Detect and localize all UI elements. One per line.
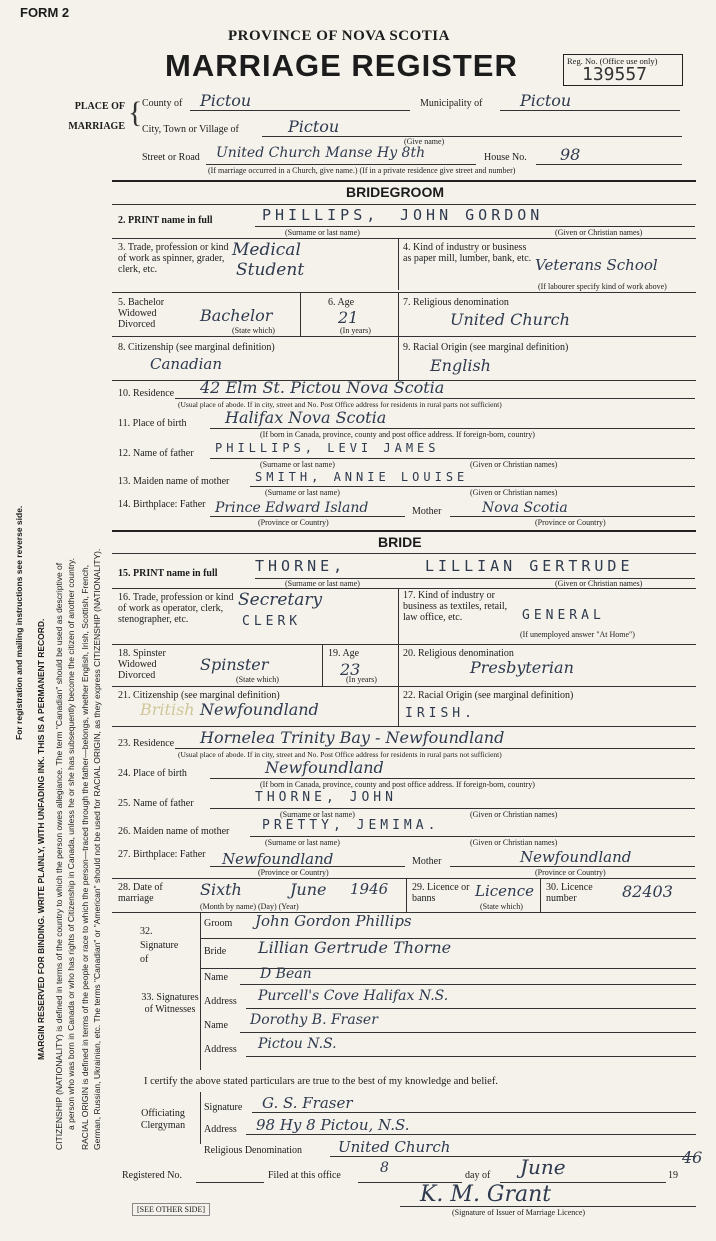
bride-status-label: 18. Spinster Widowed Divorced (118, 648, 166, 681)
bridegroom-heading: BRIDEGROOM (346, 184, 444, 200)
groom-father-birth-value: Prince Edward Island (215, 500, 369, 516)
licence-label: 29. Licence or banns (412, 882, 470, 904)
bride-age-value: 23 (340, 660, 361, 679)
groom-sig-label: Groom (204, 918, 233, 929)
groom-mother-value: SMITH, ANNIE LOUISE (255, 470, 469, 484)
bride-surname: THORNE, (255, 557, 347, 575)
bride-trade-value-1: Secretary (238, 590, 323, 610)
reg-no-value: 139557 (582, 64, 648, 85)
groom-trade-value-2: Student (236, 260, 305, 280)
filed-month: June (520, 1155, 566, 1179)
day-of-label: day of (465, 1170, 491, 1181)
groom-trade-value-1: Medical (232, 240, 301, 260)
bride-citizenship-value: Newfoundland (200, 700, 319, 719)
bride-industry-value: GENERAL (522, 608, 605, 623)
bride-mother-birth-label: Mother (412, 856, 442, 867)
bride-residence-label: 23. Residence (118, 738, 175, 749)
bride-sig-label: Bride (204, 946, 227, 957)
bride-citizenship-label: 21. Citizenship (see marginal definition) (118, 690, 280, 701)
groom-citizenship-label: 8. Citizenship (see marginal definition) (118, 342, 275, 353)
municipality-value: Pictou (520, 91, 572, 110)
officiating-label: Officiating Clergyman (140, 1108, 186, 1131)
groom-age-value: 21 (338, 308, 359, 327)
margin-line-1: For registration and mailing instructions see reverse side. (14, 505, 24, 740)
groom-birthplace-value: Halifax Nova Scotia (225, 408, 387, 427)
groom-racial-label: 9. Racial Origin (see marginal definition) (403, 342, 569, 353)
groom-father-surname-hint: (Surname or last name) (260, 460, 335, 469)
county-value: Pictou (200, 91, 252, 110)
bride-birthplace-hint: (If born in Canada, province, county and post office address. If foreign-born, country) (260, 780, 535, 789)
street-value: United Church Manse Hy 8th (216, 145, 426, 161)
groom-birthplace-hint: (If born in Canada, province, county and post office address. If foreign-born, country) (260, 430, 535, 439)
margin-line-5: RACIAL ORIGIN is defined in terms of the people or race to which the person—traced through the father—belongs, whether English, Irish, Scottish, French, (80, 564, 90, 1150)
page-title: MARRIAGE REGISTER (165, 48, 518, 83)
groom-religion-value: United Church (450, 310, 570, 329)
bride-father-birth-value: Newfoundland (222, 850, 334, 868)
city-value: Pictou (288, 117, 340, 136)
bride-name-label: 15. PRINT name in full (118, 568, 218, 579)
groom-status-label: 5. Bachelor Widowed Divorced (118, 297, 165, 330)
bride-mother-label: 26. Maiden name of mother (118, 826, 230, 837)
groom-religion-label: 7. Religious denomination (403, 297, 509, 308)
bride-mother-birth-hint: (Province or Country) (535, 868, 606, 877)
licence-value: Licence (475, 882, 534, 900)
groom-surname-hint: (Surname or last name) (285, 228, 360, 237)
witness1-address-label: Address (204, 996, 237, 1007)
groom-age-label: 6. Age (328, 297, 355, 308)
place-of-marriage-label: PLACE OF MARRIAGE (68, 101, 125, 132)
registered-label: Registered No. (122, 1170, 182, 1181)
witness2-name: Dorothy B. Fraser (250, 1012, 378, 1028)
bride-religion-label: 20. Religious denomination (403, 648, 514, 659)
bride-trade-label: 16. Trade, profession or kind of work as operator, clerk, stenographer, etc. (118, 592, 234, 625)
marriage-date-label: 28. Date of marriage (118, 882, 163, 904)
bride-father-value: THORNE, JOHN (255, 790, 397, 805)
street-note: (If marriage occurred in a Church, give name.) (If in a private residence give street and number) (208, 166, 516, 175)
groom-mother-label: 13. Maiden name of mother (118, 476, 230, 487)
bride-residence-hint: (Usual place of abode. If in city, street and No. Post Office address for residents in rural parts not sufficient) (178, 750, 502, 759)
groom-father-given-hint: (Given or Christian names) (470, 460, 558, 469)
groom-industry-value: Veterans School (535, 256, 658, 274)
bride-birthplace-value: Newfoundland (265, 758, 384, 777)
filed-label: Filed at this office (268, 1170, 341, 1181)
municipality-label: Municipality of (420, 98, 483, 109)
witness2-address: Pictou N.S. (258, 1036, 337, 1052)
groom-name-label: 2. PRINT name in full (118, 215, 213, 226)
clergy-address-label: Address (204, 1124, 237, 1135)
give-name-hint: (Give name) (404, 137, 445, 146)
bride-age-hint: (In years) (346, 675, 377, 684)
bride-father-birth-hint: (Province or Country) (258, 868, 329, 877)
bride-industry-hint: (If unemployed answer "At Home") (520, 630, 635, 639)
marriage-date-day: Sixth (200, 880, 242, 899)
issuer-label: (Signature of Issuer of Marriage Licence) (452, 1208, 586, 1217)
issuer-signature: K. M. Grant (420, 1182, 552, 1207)
witness1-address: Purcell's Cove Halifax N.S. (258, 988, 449, 1004)
groom-parents-birth-label: 14. Birthplace: Father (118, 499, 206, 510)
groom-residence-label: 10. Residence (118, 388, 175, 399)
bride-parents-birth-label: 27. Birthplace: Father (118, 849, 206, 860)
bride-age-label: 19. Age (328, 648, 360, 659)
groom-industry-hint: (If labourer specify kind of work above) (538, 282, 667, 291)
groom-residence-value: 42 Elm St. Pictou Nova Scotia (200, 378, 445, 397)
margin-line-4: a person who was born in Canada or who has rights of Citizenship in Canada, unless he or she has subsequently become the citizen of another country. (66, 557, 76, 1130)
licence-hint: (State which) (480, 902, 523, 911)
licence-number-value: 82403 (622, 882, 673, 901)
bride-birthplace-label: 24. Place of birth (118, 768, 187, 779)
bride-mother-surname-hint: (Surname or last name) (265, 838, 340, 847)
bride-mother-value: PRETTY, JEMIMA. (262, 818, 440, 833)
witness-label: 33. Signatures of Witnesses (141, 992, 199, 1015)
groom-industry-label: 4. Kind of industry or business as paper mill, lumber, bank, etc. (403, 242, 532, 264)
bride-father-label: 25. Name of father (118, 798, 194, 809)
groom-citizenship-value: Canadian (150, 355, 223, 373)
reg-no-label: Reg. No. (Office use only) (567, 56, 658, 66)
marriage-date-month: June (290, 880, 327, 899)
house-value: 98 (560, 145, 581, 164)
bride-father-given-hint: (Given or Christian names) (470, 810, 558, 819)
bride-given: LILLIAN GERTRUDE (425, 557, 634, 575)
city-label: City, Town or Village of (142, 124, 239, 135)
bride-religion-value: Presbyterian (470, 658, 574, 677)
clergy-denomination-label: Religious Denomination (204, 1145, 303, 1156)
groom-status-value: Bachelor (200, 306, 273, 325)
margin-line-6: German, Russian, Ukrainian, etc. The terms "Canadian" or "American" should not be used for RACIAL ORIGIN, as they express CITIZENSHIP (NATIONALITY). (92, 548, 102, 1150)
see-other-side: [SEE OTHER SIDE] (132, 1203, 210, 1216)
groom-surname: PHILLIPS, (262, 206, 380, 224)
bride-trade-value-2: CLERK (242, 614, 302, 629)
bride-racial-label: 22. Racial Origin (see marginal definition) (403, 690, 574, 701)
street-label: Street or Road (142, 152, 200, 163)
margin-line-2: MARGIN RESERVED FOR BINDING. WRITE PLAINLY, WITH UNFADING INK. THIS IS A PERMANENT RECORD. (36, 618, 46, 1060)
bride-surname-hint: (Surname or last name) (285, 579, 360, 588)
bride-industry-label: 17. Kind of industry or business as textiles, retail, law office, etc. (403, 590, 508, 623)
bride-racial-value: IRISH. (405, 706, 476, 721)
groom-father-label: 12. Name of father (118, 448, 194, 459)
groom-status-hint: (State which) (232, 326, 275, 335)
form-number: FORM 2 (20, 5, 70, 20)
witness2-name-label: Name (204, 1020, 228, 1031)
filed-year: 46 (682, 1148, 703, 1167)
year-prefix: 19 (668, 1170, 678, 1181)
groom-mother-birth-label: Mother (412, 506, 442, 517)
groom-mother-given-hint: (Given or Christian names) (470, 488, 558, 497)
clergy-signature: G. S. Fraser (262, 1094, 353, 1112)
groom-father-value: PHILLIPS, LEVI JAMES (215, 441, 440, 455)
filed-day: 8 (380, 1160, 389, 1176)
clergy-address: 98 Hy 8 Pictou, N.S. (256, 1116, 410, 1134)
marriage-date-year: 1946 (350, 880, 389, 898)
certify-statement: I certify the above stated particulars are true to the best of my knowledge and belief. (144, 1076, 498, 1087)
groom-given: JOHN GORDON (400, 206, 544, 224)
bride-father-surname-hint: (Surname or last name) (280, 810, 355, 819)
bride-given-hint: (Given or Christian names) (555, 579, 643, 588)
groom-mother-surname-hint: (Surname or last name) (265, 488, 340, 497)
groom-father-birth-hint: (Province or Country) (258, 518, 329, 527)
province-heading: PROVINCE OF NOVA SCOTIA (228, 28, 450, 44)
clergy-denomination: United Church (338, 1138, 451, 1156)
bride-signature: Lillian Gertrude Thorne (258, 938, 452, 957)
marriage-date-hint: (Month by name) (Day) (Year) (200, 902, 299, 911)
groom-trade-label: 3. Trade, profession or kind of work as spinner, grader, clerk, etc. (118, 242, 229, 275)
bride-status-value: Spinster (200, 655, 269, 674)
groom-age-hint: (In years) (340, 326, 371, 335)
brace: { (128, 96, 143, 129)
groom-racial-value: English (430, 356, 491, 375)
groom-given-hint: (Given or Christian names) (555, 228, 643, 237)
witness1-name-label: Name (204, 972, 228, 983)
groom-residence-hint: (Usual place of abode. If in city, street and No. Post Office address for residents in rural parts not sufficient) (178, 400, 502, 409)
groom-mother-birth-value: Nova Scotia (482, 500, 568, 516)
bride-mother-given-hint: (Given or Christian names) (470, 838, 558, 847)
margin-line-3: CITIZENSHIP (NATIONALITY) is defined in terms of the country to which the person owes allegiance. The term "Canadian" should be used as descriptive of (54, 562, 64, 1150)
bride-heading: BRIDE (378, 534, 422, 550)
reg-no-box (563, 54, 683, 86)
bride-residence-value: Hornelea Trinity Bay - Newfoundland (200, 728, 505, 747)
bride-mother-birth-value: Newfoundland (520, 848, 632, 866)
witness2-address-label: Address (204, 1044, 237, 1055)
county-label: County of (142, 98, 183, 109)
clergy-signature-label: Signature (204, 1102, 243, 1113)
house-label: House No. (484, 152, 527, 163)
bride-citizenship-struck: British (140, 700, 195, 719)
signature-of-label: 32. Signature of (140, 926, 179, 965)
bride-status-hint: (State which) (236, 675, 279, 684)
groom-birthplace-label: 11. Place of birth (118, 418, 187, 429)
groom-mother-birth-hint: (Province or Country) (535, 518, 606, 527)
groom-signature: John Gordon Phillips (255, 912, 412, 930)
witness1-name: D Bean (260, 966, 312, 982)
licence-number-label: 30. Licence number (546, 882, 593, 904)
